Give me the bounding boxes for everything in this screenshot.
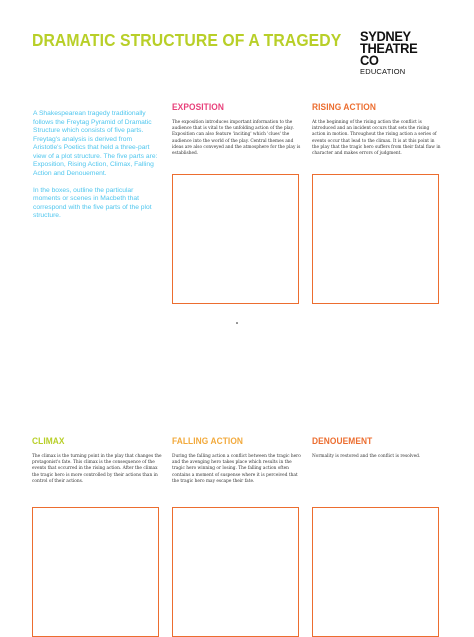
exposition-answer-box[interactable]: [172, 174, 299, 304]
exposition-title: EXPOSITION: [172, 102, 224, 113]
rising-action-title: RISING ACTION: [312, 102, 377, 113]
rising-action-description: At the beginning of the rising action the conflict is introduced and an incident occurs that sets the rising action in motion. Throughout the rising action a series of events occur that lead to the climax. It is at this point in the play that the tragic hero suffers from their fatal flaw in character and makes errors of judgment.: [312, 120, 441, 157]
logo-subtitle: EDUCATION: [360, 67, 406, 76]
sydney-theatre-co-logo: [360, 30, 440, 76]
falling-action-answer-box[interactable]: [172, 507, 299, 637]
logo-line-1: SYDNEY: [360, 28, 411, 44]
page-title: DRAMATIC STRUCTURE OF A TRAGEDY: [32, 30, 342, 50]
climax-description: The climax is the turning point in the play that changes the protagonist's fate. This climax is the consequence of the events that occurred in the rising action. After the climax the tragic hero is more controlled by their actions than in control of their actions.: [32, 454, 162, 484]
section-exposition: [172, 102, 302, 157]
section-denouement: [312, 436, 442, 460]
logo-line-2: THEATRE: [360, 40, 418, 56]
section-climax: [32, 436, 162, 485]
intro-text: [33, 110, 161, 229]
section-falling-action: [172, 436, 302, 485]
page-dot: [236, 322, 238, 324]
falling-action-title: FALLING ACTION: [172, 436, 244, 447]
rising-action-answer-box[interactable]: [312, 174, 439, 304]
intro-paragraph-2: In the boxes, outline the particular moments or scenes in Macbeth that correspond with the five parts of the plot structure.: [33, 186, 152, 219]
climax-answer-box[interactable]: [32, 507, 159, 637]
falling-action-description: During the falling action a conflict between the tragic hero and the avenging hero takes place which results in the tragic hero winning or losing. The falling action often contains a moment of suspense where it is perceived that the tragic hero may escape their fate.: [172, 454, 301, 484]
exposition-description: The exposition introduces important information to the audience that is vital to the unfolding action of the play. Exposition can also feature 'inciting' which 'clues' the audience into the world of the play. Central themes and ideas are also conveyed and the atmosphere for the play is established.: [172, 120, 301, 157]
denouement-answer-box[interactable]: [312, 507, 439, 637]
climax-title: CLIMAX: [32, 436, 65, 447]
logo-line-3: CO: [360, 52, 379, 68]
intro-paragraph-1: A Shakespearean tragedy traditionally follows the Freytag Pyramid of Dramatic Structure which consists of five parts. Freytag's analysis is derived from Aristotle's Poetics that held a three-part view of a plot structure. The five parts are: Exposition, Rising Action, Climax, Falling Action and Denouement.: [33, 110, 158, 177]
denouement-description: Normality is restored and the conflict is resolved.: [312, 454, 421, 459]
denouement-title: DENOUEMENT: [312, 436, 373, 447]
section-rising-action: [312, 102, 442, 157]
